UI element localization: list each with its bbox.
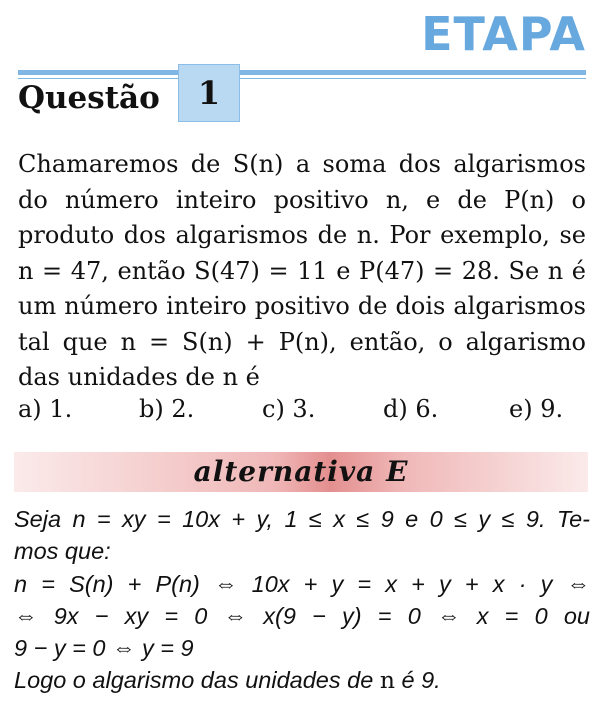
conclusion-suffix: é 9.: [394, 667, 441, 694]
question-body: [18, 147, 586, 396]
option-d: d) 6.: [383, 395, 439, 423]
solution: [14, 503, 590, 697]
question-text: Chamaremos de S(n) a soma dos algarismos do número inteiro positivo n, e de P(n) o produto dos algarismos de n. Por exemplo, se n = 47, então S(47) = 11 e P(47) = 28. Se n é um número inteiro positivo de dois algarismos tal que n = S(n) + P(n), então, o algarismo das unidades de n é: [18, 150, 586, 391]
question-number-text: 1: [197, 74, 221, 112]
conclusion-variable: n: [379, 666, 395, 695]
solution-line-1: Seja n = xy = 10x + y, 1 ≤ x ≤ 9 e 0 ≤ y ≤ 9. Te-: [14, 506, 590, 532]
option-b: b) 2.: [139, 395, 195, 423]
option-a: a) 1.: [18, 395, 73, 423]
question-label: Questão: [18, 80, 160, 116]
solution-conclusion: [14, 664, 590, 696]
solution-line-3: n = S(n) + P(n) ⇔ 10x + y = x + y + x · y ⇔: [14, 570, 590, 597]
header-rule: [18, 70, 586, 75]
answer-options: [18, 393, 588, 425]
solution-line-5: 9 − y = 0 ⇔ y = 9: [14, 635, 194, 662]
option-e: e) 9.: [509, 395, 564, 423]
solution-line-2: mos que:: [14, 538, 111, 565]
answer-label: alternativa E: [193, 455, 409, 488]
brand-logo: ETAPA: [421, 7, 586, 61]
option-c: c) 3.: [262, 395, 316, 423]
solution-line-4: ⇔ 9x − xy = 0 ⇔ x(9 − y) = 0 ⇔ x = 0 ou: [14, 602, 590, 629]
conclusion-prefix: Logo o algarismo das unidades de: [14, 667, 380, 694]
question-number: [178, 64, 240, 122]
